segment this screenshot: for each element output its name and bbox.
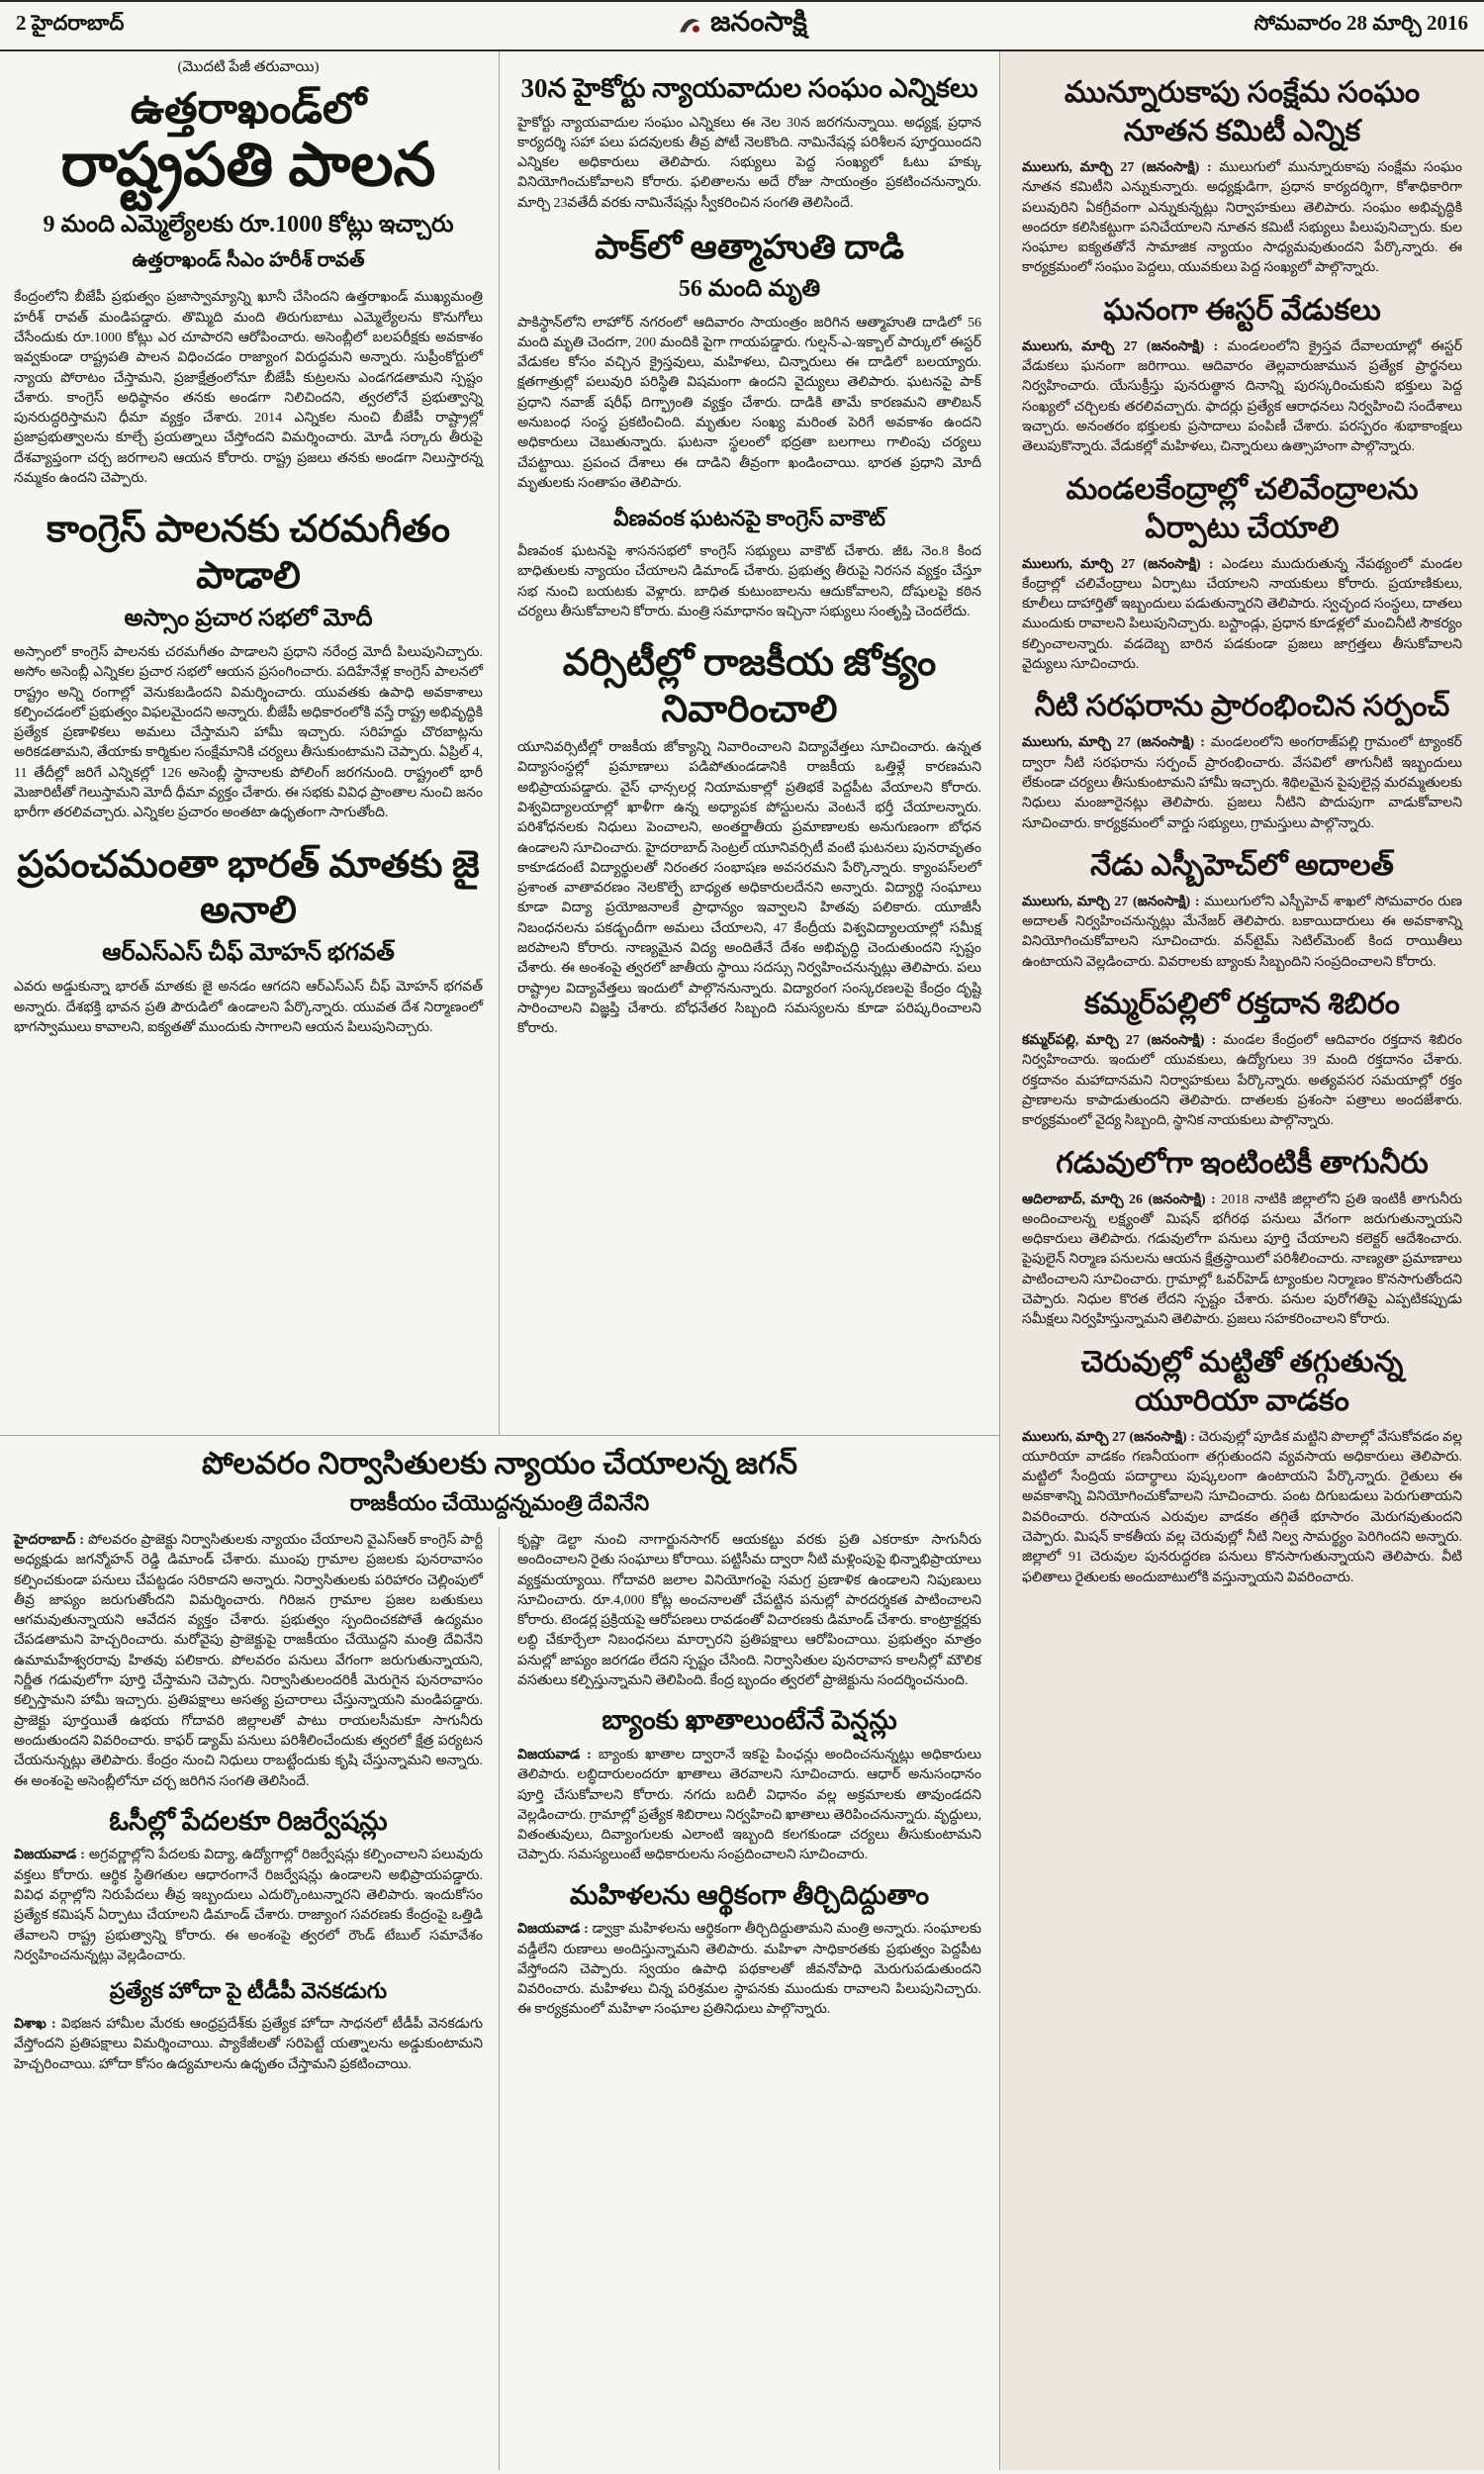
story-bhagwat-headline: ప్రపంచమంతా భారత్ మాతకు జై అనాలి [17, 843, 480, 932]
story-reservations-dateline: విజయవాడ : [14, 1848, 85, 1863]
story-varsity-headline: వర్సిటీల్లో రాజకీయ జోక్యం నివారించాలి [562, 642, 937, 730]
left-region [0, 51, 999, 2470]
story-blood-camp-body [1022, 1031, 1462, 1131]
story-uttarakhand-subhead: 9 మంది ఎమ్మెల్యేలకు రూ.1000 కోట్లు ఇచ్చారు [43, 212, 454, 238]
story-women [517, 1878, 981, 2021]
story-polavaram-dateline: హైదరాబాద్ : [14, 1533, 84, 1548]
bottom-columns [0, 1527, 999, 2470]
story-water-kiosks-dateline: ములుగు, మార్చి 27 (జనంసాక్షి) : [1022, 556, 1214, 572]
story-water-supply [1022, 687, 1462, 833]
masthead [0, 0, 1484, 51]
story-munnurukapu [1022, 73, 1462, 279]
story-polavaram-body [14, 1531, 483, 1792]
story-munnurukapu-headline: మున్నూరుకాపు సంక్షేమ సంఘం నూతన కమిటీ ఎన్నిక [1064, 76, 1421, 147]
story-munnurukapu-body-text: ములుగులో మున్నూరుకాపు సంక్షేమ సంఘం నూతన కమిటీని ఎన్నుకున్నారు. అధ్యక్షుడిగా, ప్రధాన కార్యదర్శిగా, కోశాధికారిగా పలువురిని ఏకగ్రీవంగా ఎన్నుకున్నట్లు నిర్వాహకులు తెలిపారు. సంఘం అభివృద్ధికి అందరూ కలిసికట్టుగా పనిచేయాలని నూతన కమిటీ సభ్యులు పిలుపునిచ్చారు. కుల సంఘాల ఐక్యతతోనే సామాజిక న్యాయం సాధ్యమవుతుందని పేర్కొన్నారు. ఈ కార్యక్రమంలో సంఘం పెద్దలు, యువకులు పెద్ద సంఖ్యలో పాల్గొన్నారు. [1022, 160, 1462, 276]
story-tdp-body [14, 2015, 483, 2075]
story-polavaram-continuation: కృష్ణా డెల్టా నుంచి నాగార్జునసాగర్ ఆయకట్టు వరకు ప్రతి ఎకరాకూ సాగునీరు అందించాలని రైతు సంఘాలు కోరాయి. పట్టిసీమ ద్వారా నీటి మళ్లింపుపై భిన్నాభిప్రాయాలు వ్యక్తమయ్యాయి. గోదావరి జలాల వినియోగంపై సమగ్ర ప్రణాళిక ఉండాలని నిపుణులు సూచించారు. రూ.4,000 కోట్ల అంచనాలతో చేపట్టిన పనుల్లో పారదర్శకత పాటించాలని కోరారు. టెండర్ల ప్రక్రియపై ఆరోపణలు రావడంతో విచారణకు డిమాండ్ చేశారు. కాంట్రాక్టర్లకు లబ్ధి చేకూర్చేలా నిబంధనలు మార్చారని ప్రతిపక్షాలు ఆరోపించాయి. ప్రభుత్వం మాత్రం పనుల్లో జాప్యం జరగడం లేదని స్పష్టం చేసింది. నిర్వాసితుల పునరావాస కాలనీల్లో మౌలిక వసతులు కల్పిస్తున్నామని తెలిపింది. కేంద్ర బృందం త్వరలో ప్రాజెక్టును సందర్శించనుంది. [517, 1533, 981, 1689]
story-polavaram-subhead: రాజకీయం చేయొద్దన్నమంత్రి దేవినేని [349, 1490, 650, 1515]
story-hc-elections [517, 71, 981, 214]
story-women-dateline: విజయవాడ : [517, 1922, 589, 1938]
story-uttarakhand-body: కేంద్రంలోని బీజేపీ ప్రభుత్వం ప్రజాస్వామ్యాన్ని ఖూనీ చేసిందని ఉత్తరాఖండ్ ముఖ్యమంత్రి హరీశ్ రావత్ మండిపడ్డారు. తొమ్మిది మంది తిరుగుబాటు ఎమ్మెల్యేలను కొనుగోలు చేసేందుకు రూ.1000 కోట్లు ఎర చూపారని ఆరోపించారు. అసెంబ్లీలో బలపరీక్షకు అవకాశం ఇవ్వకుండా రాష్ట్రపతి పాలన విధించడం రాజ్యాంగ విరుద్ధమని అన్నారు. సుప్రీంకోర్టులో న్యాయ పోరాటం చేస్తామని, ప్రజాక్షేత్రంలోనూ బీజేపీ కుట్రలను ఎండగడతామని స్పష్టం చేశారు. కాంగ్రెస్ అధిష్ఠానం తనకు అండగా నిలిచిందని, త్వరలోనే ప్రభుత్వాన్ని పునరుద్ధరిస్తామని ధీమా వ్యక్తం చేశారు. 2014 ఎన్నికల నుంచి బీజేపీ రాష్ట్రాల్లో ప్రజాప్రభుత్వాలను కూల్చే ప్రయత్నాలు చేస్తోందని విమర్శించారు. మోడీ సర్కారు తీరుపై దేశవ్యాప్తంగా చర్చ జరగాలని ఆయన కోరారు. రాష్ట్ర ప్రజలు తనకు అండగా నిలుస్తారన్న నమ్మకం ఉందని చెప్పారు. [14, 290, 483, 486]
story-blood-camp-body-text: మండల కేంద్రంలో ఆదివారం రక్తదాన శిబిరం నిర్వహించారు. ఇందులో యువకులు, ఉద్యోగులు 39 మంది రక్తదానం చేశారు. రక్తదానం మహాదానమని నిర్వాహకులు పేర్కొన్నారు. అత్యవసర సమయాల్లో రక్తం ప్రాణాలను కాపాడుతుందని తెలిపారు. దాతలకు ప్రశంసా పత్రాలు అందజేశారు. కార్యక్రమంలో వైద్య సిబ్బంది, స్థానిక నాయకులు పాల్గొన్నారు. [1022, 1033, 1463, 1129]
paper-name [677, 7, 807, 45]
story-sbh-adalat-headline: నేడు ఎస్బీహెచ్‌లో అదాలత్ [1090, 848, 1394, 882]
story-reservations [14, 1804, 483, 1966]
story-urea-body [1022, 1428, 1462, 1588]
story-women-body [517, 1920, 981, 2020]
paper-name-text: జనంసాక్షి [710, 7, 807, 38]
story-reservations-body-text: అగ్రవర్ణాల్లోని పేదలకు విద్యా, ఉద్యోగాల్లో రిజర్వేషన్లు కల్పించాలని పలువురు వక్తలు కోరారు. ఆర్థిక స్థితిగతుల ఆధారంగానే రిజర్వేషన్లు ఉండాలని అభిప్రాయపడ్డారు. వివిధ వర్గాల్లోని నిరుపేదలు తీవ్ర ఇబ్బందులు ఎదుర్కొంటున్నారని తెలిపారు. ఇందుకోసం ప్రత్యేక కమిషన్ ఏర్పాటు చేయాలని డిమాండ్ చేశారు. రాజ్యాంగ సవరణకు కేంద్రంపై ఒత్తిడి తేవాలని రాష్ట్ర ప్రభుత్వాన్ని కోరారు. ఈ అంశంపై త్వరలో రౌండ్ టేబుల్ సమావేశం నిర్వహించనున్నట్లు వెల్లడించారు. [14, 1848, 483, 1963]
story-polavaram-headline: పోలవరం నిర్వాసితులకు న్యాయం చేయాలన్న జగన్ [202, 1446, 797, 1480]
story-varsity [517, 640, 981, 1039]
story-water-supply-headline: నీటి సరఫరాను ప్రారంభించిన సర్పంచ్ [1034, 690, 1450, 723]
story-pak-attack-body: పాకిస్థాన్‌లోని లాహోర్ నగరంలో ఆదివారం సాయంత్రం జరిగిన ఆత్మాహుతి దాడిలో 56 మంది మృతి చెందగా, 200 మందికి పైగా గాయపడ్డారు. గుల్షన్-ఎ-ఇక్బాల్ పార్కులో ఈస్టర్ వేడుకల కోసం వచ్చిన క్రైస్తవులు, మహిళలు, చిన్నారులు ఈ దాడిలో బలయ్యారు. క్షతగాత్రుల్లో పలువురి పరిస్థితి విషమంగా ఉందని వైద్యులు తెలిపారు. ఘటనపై పాక్ ప్రధాని నవాజ్ షరీఫ్ దిగ్భ్రాంతి వ్యక్తం చేశారు. దాడికి తామే కారణమని తాలిబన్ అనుబంధ సంస్థ ప్రకటించింది. మృతుల సంఖ్య మరింత పెరిగే అవకాశం ఉందని అధికారులు చెబుతున్నారు. ఘటనా స్థలంలో భద్రతా బలగాలు గాలింపు చర్యలు చేపట్టాయి. ప్రపంచ దేశాలు ఈ దాడిని తీవ్రంగా ఖండించాయి. భారత ప్రధాని మోదీ మృతులకు సంతాపం తెలిపారు. [517, 315, 981, 491]
story-pak-attack-subhead: 56 మంది మృతి [678, 275, 821, 302]
story-bhagwat [14, 842, 483, 1039]
story-urea-headline: చెరువుల్లో మట్టితో తగ్గుతున్న యూరియా వాడకం [1080, 1345, 1404, 1417]
story-uttarakhand-headline-main: రాష్ట్రపతి పాలన [60, 133, 436, 200]
story-pensions-headline: బ్యాంకు ఖాతాలుంటేనే పెన్షన్లు [602, 1705, 897, 1736]
story-tdp-headline: ప్రత్యేక హోదా పై టీడీపీ వెనకడుగు [109, 1978, 388, 2004]
edition-date: సోమవారం 28 మార్చి 2016 [1253, 11, 1468, 35]
story-modi-body: అస్సాంలో కాంగ్రెస్ పాలనకు చరమగీతం పాడాలని ప్రధాని నరేంద్ర మోదీ పిలుపునిచ్చారు. అసోం అసెంబ్లీ ఎన్నికల ప్రచార సభలో ఆయన ప్రసంగించారు. పదిహేనేళ్ల కాంగ్రెస్ పాలనలో రాష్ట్రం అన్ని రంగాల్లో వెనుకబడిందని విమర్శించారు. యువతకు ఉపాధి అవకాశాలు కల్పించడంలో ప్రభుత్వం విఫలమైందని అన్నారు. బీజేపీ అధికారంలోకి వస్తే రాష్ట్ర అభివృద్ధికి ప్రత్యేక ప్రణాళికలు అమలు చేస్తామని హామీ ఇచ్చారు. సరిహద్దు చొరబాట్లను అరికడతామని, తేయాకు కార్మికుల సంక్షేమానికి చర్యలు తీసుకుంటామని చెప్పారు. ఏప్రిల్ 4, 11 తేదీల్లో జరిగే ఎన్నికల్లో 126 అసెంబ్లీ స్థానాలకు పోలింగ్ జరగనుంది. రాష్ట్రంలో భారీ మెజారిటీతో గెలుస్తామని మోదీ ధీమా వ్యక్తం చేశారు. ఈ సభకు వివిధ ప్రాంతాల నుంచి జనం భారీగా తరలివచ్చారు. ఎన్నికల ప్రచారం అంతటా ఉధృతంగా సాగుతోంది. [14, 645, 483, 821]
story-drinking-water-body [1022, 1190, 1462, 1331]
story-sbh-adalat [1022, 846, 1462, 973]
story-water-kiosks [1022, 470, 1462, 676]
story-munnurukapu-body [1022, 158, 1462, 279]
story-easter-body-text: మండలంలోని క్రైస్తవ దేవాలయాల్లో ఈస్టర్ వేడుకలు ఘనంగా జరిగాయి. ఆదివారం తెల్లవారుజామున ప్రత్యేక ప్రార్థనలు నిర్వహించారు. యేసుక్రీస్తు పునరుత్థాన దినాన్ని పురస్కరించుకుని భక్తులు పెద్ద సంఖ్యలో చర్చిలకు తరలివచ్చారు. ఫాదర్లు ప్రత్యేక ఆరాధనలు నిర్వహించి సందేశాలు ఇచ్చారు. అనంతరం భక్తులకు ప్రసాదాలు పంపిణీ చేశారు. పరస్పరం శుభాకాంక్షలు తెలుపుకొన్నారు. వేడుకల్లో మహిళలు, చిన్నారులు ఉత్సాహంగా పాల్గొన్నారు. [1022, 338, 1462, 455]
story-bhagwat-subhead: ఆర్ఎస్ఎస్ చీఫ్ మోహన్ భగవత్ [102, 940, 395, 967]
story-varsity-body: యూనివర్సిటీల్లో రాజకీయ జోక్యాన్ని నివారించాలని విద్యావేత్తలు సూచించారు. ఉన్నత విద్యాసంస్థల్లో ప్రమాణాలు పడిపోతుండడానికి రాజకీయ ఒత్తిళ్లే కారణమని అభిప్రాయపడ్డారు. వైస్ ఛాన్సలర్ల నియామకాల్లో ప్రతిభకే పెద్దపీట వేయాలని కోరారు. విశ్వవిద్యాలయాల్లో ఖాళీగా ఉన్న అధ్యాపక పోస్టులను వెంటనే భర్తీ చేయాలన్నారు. పరిశోధనలకు నిధులు పెంచాలని, అంతర్జాతీయ ప్రమాణాలకు అనుగుణంగా బోధన ఉండాలని సూచించారు. హైదరాబాద్ సెంట్రల్ యూనివర్సిటీ వంటి ఘటనలు పునరావృతం కాకూడదంటే విద్యార్థులతో నిరంతర సంభాషణ అవసరమని పేర్కొన్నారు. క్యాంపస్‌లలో ప్రశాంత వాతావరణం నెలకొల్పే బాధ్యత అధికారులదేనని అన్నారు. విద్యార్థి సంఘాలు కూడా విద్యా ప్రయోజనాలకే ప్రాధాన్యం ఇవ్వాలని హితవు పలికారు. యూజీసీ నిబంధనలను పకడ్బందీగా అమలు చేయాలని, 47 కేంద్రీయ విశ్వవిద్యాలయాల్లో సమీక్ష జరపాలని కోరారు. నాణ్యమైన విద్య అందితేనే దేశం అభివృద్ధి చెందుతుందని స్పష్టం చేశారు. ఈ అంశంపై త్వరలో జాతీయ స్థాయి సదస్సు నిర్వహించనున్నట్లు తెలిపారు. పలు రాష్ట్రాల విద్యావేత్తలు ఇందులో పాల్గొననున్నారు. విద్యారంగ సంస్కరణలపై కేంద్రం దృష్టి సారించాలని విజ్ఞప్తి చేశారు. బోధనేతర సిబ్బంది సమస్యలను కూడా పరిష్కరించాలని కోరారు. [517, 740, 981, 1037]
story-munnurukapu-dateline: ములుగు, మార్చి 27 (జనంసాక్షి) : [1022, 160, 1212, 175]
story-tdp-body-text: విభజన హామీల మేరకు ఆంధ్రప్రదేశ్‌కు ప్రత్యేక హోదా సాధనలో టీడీపీ వెనకడుగు వేస్తోందని ప్రతిపక్షాలు విమర్శించాయి. ప్యాకేజీలతో సరిపెట్టే యత్నాలను అడ్డుకుంటామని హెచ్చరించాయి. హోదా కోసం ఉద్యమాలను ఉధృతం చేస్తామని ప్రకటించాయి. [14, 2017, 483, 2072]
story-uttarakhand [14, 59, 483, 489]
story-walkout-body: వీణవంక ఘటనపై శాసనసభలో కాంగ్రెస్ సభ్యులు వాకౌట్ చేశారు. జీఓ నెం.8 కింద బాధితులకు న్యాయం చేయాలని డిమాండ్ చేశారు. ప్రభుత్వ తీరుపై నిరసన వ్యక్తం చేస్తూ సభ నుంచి బయటకు వెళ్లారు. బాధిత కుటుంబాలను ఆదుకోవాలని, దోషులపై కఠిన చర్యలు తీసుకోవాలని కోరారు. మంత్రి సమాధానం ఇచ్చినా సభ్యులు సంతృప్తి చెందలేదు. [517, 544, 981, 620]
story-pensions-body-text: బ్యాంకు ఖాతాల ద్వారానే ఇకపై పింఛన్లు అందించనున్నట్లు అధికారులు తెలిపారు. లబ్ధిదారులందరూ ఖాతాలు తెరవాలని సూచించారు. ఆధార్ అనుసంధానం పూర్తి చేసుకోవాలని కోరారు. నగదు బదిలీ విధానం వల్ల అక్రమాలకు తావుండదని వెల్లడించారు. గ్రామాల్లో ప్రత్యేక శిబిరాలు నిర్వహించి ఖాతాలు తెరిపించనున్నారు. వృద్ధులు, వితంతువులు, దివ్యాంగులకు ఎలాంటి ఇబ్బంది కలగకుండా చర్యలు తీసుకుంటామని చెప్పారు. సమస్యలుంటే అధికారులను సంప్రదించాలని సూచించారు. [517, 1747, 982, 1863]
bottom-column-middle [500, 1527, 999, 2470]
story-water-kiosks-body [1022, 555, 1462, 676]
story-modi-headline: కాంగ్రెస్ పాలనకు చరమగీతం పాడాలి [46, 509, 450, 597]
story-pensions-body [517, 1746, 981, 1866]
page-body [0, 51, 1484, 2470]
story-easter-body [1022, 337, 1462, 458]
story-hc-elections-body: హైకోర్టు న్యాయవాదుల సంఘం ఎన్నికలు ఈ నెల 30న జరగనున్నాయి. అధ్యక్ష, ప్రధాన కార్యదర్శి సహా పలు పదవులకు తీవ్ర పోటీ నెలకొంది. నామినేషన్ల పరిశీలన పూర్తయిందని ఎన్నికల అధికారులు తెలిపారు. సభ్యులు పెద్ద సంఖ్యలో ఓటు హక్కు వినియోగించుకోవాలని కోరారు. ఫలితాలను అదే రోజు సాయంత్రం ప్రకటించనున్నారు. మార్చి 23వతేదీ వరకు నామినేషన్లు స్వీకరించిన సంగతి తెలిసిందే. [517, 115, 981, 211]
story-sbh-adalat-dateline: ములుగు, మార్చి 27 (జనంసాక్షి) : [1022, 894, 1200, 909]
district-news-column [999, 51, 1484, 2470]
story-easter-headline: ఘనంగా ఈస్టర్ వేడుకలు [1103, 293, 1381, 327]
story-urea-body-text: చెరువుల్లో పూడిక మట్టిని పొలాల్లో వేసుకోవడం వల్ల యూరియా వాడకం గణనీయంగా తగ్గుతుందని వ్యవసాయ అధికారులు తెలిపారు. మట్టిలో సేంద్రియ పదార్థాలు పుష్కలంగా ఉంటాయని పేర్కొన్నారు. రైతులు ఈ అవకాశాన్ని వినియోగించుకోవాలని సూచించారు. పంట దిగుబడులు పెరుగుతాయని వివరించారు. రసాయన ఎరువుల వాడకం తగ్గితే భూసారం మెరుగవుతుందని చెప్పారు. మిషన్ కాకతీయ వల్ల చెరువుల్లో నీటి నిల్వ సామర్థ్యం పెరిగిందని అన్నారు. జిల్లాలో 91 చెరువుల పునరుద్ధరణ పనులు కొనసాగుతున్నాయని తెలిపారు. వీటి ఫలితాలు రైతులకు అందుబాటులోకి వస్తున్నాయని వివరించారు. [1022, 1429, 1462, 1585]
story-women-headline: మహిళలను ఆర్థికంగా తీర్చిదిద్దుతాం [569, 1879, 930, 1910]
story-women-body-text: డ్వాక్రా మహిళలను ఆర్థికంగా తీర్చిదిద్దుతామని మంత్రి అన్నారు. సంఘాలకు వడ్డీలేని రుణాలు అందిస్తున్నామని తెలిపారు. మహిళా సాధికారతకు ప్రభుత్వం పెద్దపీట వేస్తోందని చెప్పారు. స్వయం ఉపాధి పథకాలతో జీవనోపాధి మెరుగుపడుతుందని వివరించారు. మహిళలు చిన్న పరిశ్రమల స్థాపనకు ముందుకు రావాలని పిలుపునిచ్చారు. ఈ కార్యక్రమంలో మహిళా సంఘాల ప్రతినిధులు పాల్గొన్నారు. [517, 1922, 981, 2018]
story-pak-attack [517, 228, 981, 622]
story-water-kiosks-body-text: ఎండలు ముదురుతున్న నేపథ్యంలో మండల కేంద్రాల్లో చలివేంద్రాలు ఏర్పాటు చేయాలని నాయకులు కోరారు. ప్రయాణికులు, కూలీలు దాహార్తితో ఇబ్బందులు పడుతున్నారని తెలిపారు. స్వచ్ఛంద సంస్థలు, దాతలు ముందుకు రావాలని పిలుపునిచ్చారు. బస్టాండ్లు, ప్రధాన కూడళ్లలో మంచినీటి సౌకర్యం కల్పించాలన్నారు. వడదెబ్బ బారిన పడకుండా ప్రజలు జాగ్రత్తలు తీసుకోవాలని వైద్యులు సూచించారు. [1022, 556, 1462, 673]
story-bhagwat-body: ఎవరు అడ్డుకున్నా భారత్ మాతకు జై అనడం ఆగదని ఆర్ఎస్ఎస్ చీఫ్ మోహన్ భగవత్ అన్నారు. దేశభక్తి భావన ప్రతి పౌరుడిలో ఉండాలని పేర్కొన్నారు. యువత దేశ నిర్మాణంలో భాగస్వాములు కావాలని, ఐక్యతతో ముందుకు సాగాలని ఆయన పిలుపునిచ్చారు. [14, 980, 483, 1035]
story-urea-dateline: ములుగు, మార్చి 27 (జనంసాక్షి) : [1022, 1429, 1195, 1445]
story-pensions [517, 1703, 981, 1865]
story-blood-camp-dateline: కమ్మర్‌పల్లి, మార్చి 27 (జనంసాక్షి) : [1022, 1033, 1217, 1049]
story-water-supply-body [1022, 733, 1462, 833]
bottom-column-left [0, 1527, 500, 2470]
story-drinking-water-body-text: 2018 నాటికి జిల్లాలోని ప్రతి ఇంటికీ తాగునీరు అందించాలన్న లక్ష్యంతో మిషన్ భగీరథ పనులు వేగంగా జరుగుతున్నాయని అధికారులు తెలిపారు. గడువులోగా పనులు పూర్తి చేయాలని కలెక్టర్ ఆదేశించారు. పైపులైన్ నిర్మాణ పనులను ఆయన క్షేత్రస్థాయిలో పరిశీలించారు. నాణ్యతా ప్రమాణాలు పాటించాలని సూచించారు. గ్రామాల్లో ఓవర్‌హెడ్ ట్యాంకుల నిర్మాణం కొనసాగుతోందని చెప్పారు. నిధుల కొరత లేదని స్పష్టం చేశారు. పనుల పురోగతిపై ఎప్పటికప్పుడు సమీక్షలు నిర్వహిస్తున్నామని తెలిపారు. ప్రజలు సహకరించాలని కోరారు. [1022, 1191, 1462, 1328]
story-easter-dateline: ములుగు, మార్చి 27 (జనంసాక్షి) : [1022, 338, 1219, 354]
story-reservations-headline: ఓసీల్లో పేదలకూ రిజర్వేషన్లు [109, 1805, 388, 1836]
story-polavaram-body-text: పోలవరం ప్రాజెక్టు నిర్వాసితులకు న్యాయం చేయాలని వైఎస్ఆర్ కాంగ్రెస్ పార్టీ అధ్యక్షుడు జగన్మోహన్ రెడ్డి డిమాండ్ చేశారు. ముంపు గ్రామాల ప్రజలకు పునరావాసం కల్పించకుండా పనులు చేపట్టడం సరికాదని అన్నారు. నిర్వాసితులకు పరిహారం చెల్లింపులో తీవ్ర జాప్యం జరుగుతోందని విమర్శించారు. గిరిజన గ్రామాల ప్రజల బతుకులు ఆగమవుతున్నాయని ఆవేదన వ్యక్తం చేశారు. ప్రభుత్వం స్పందించకపోతే ఉద్యమం చేపడతామని హెచ్చరించారు. మరోవైపు ప్రాజెక్టుపై రాజకీయం చేయొద్దని మంత్రి దేవినేని ఉమామహేశ్వరరావు హితవు పలికారు. పోలవరం పనులు వేగంగా జరుగుతున్నాయని, నిర్ణీత గడువులోగా పూర్తి చేస్తామని చెప్పారు. నిర్వాసితులందరికీ మెరుగైన పునరావాసం కల్పిస్తామని హామీ ఇచ్చారు. ప్రతిపక్షాలు అసత్య ప్రచారాలు చేస్తున్నాయని మండిపడ్డారు. ప్రాజెక్టు పూర్తయితే ఉభయ గోదావరి జిల్లాలతో పాటు రాయలసీమకూ సాగునీరు అందుతుందని వివరించారు. కాఫర్ డ్యామ్ పనులు పరిశీలించేందుకు త్వరలో క్షేత్ర పర్యటన చేయనున్నట్లు తెలిపారు. కేంద్రం నుంచి నిధులు రాబట్టేందుకు కృషి చేస్తున్నామని అన్నారు. ఈ అంశంపై అసెంబ్లీలోనూ చర్చ జరిగిన సంగతి తెలిసిందే. [14, 1533, 483, 1789]
story-hc-elections-headline: 30న హైకోర్టు న్యాయవాదుల సంఘం ఎన్నికలు [520, 73, 978, 103]
story-drinking-water [1022, 1144, 1462, 1331]
story-water-supply-dateline: ములుగు, మార్చి 27 (జనంసాక్షి) : [1022, 735, 1205, 751]
story-drinking-water-headline: గడువులోగా ఇంటింటికీ తాగునీరు [1056, 1146, 1429, 1180]
story-pak-attack-headline: పాక్‌లో ఆత్మాహుతి దాడి [595, 230, 904, 267]
story-water-kiosks-headline: మండలకేంద్రాల్లో చలివేంద్రాలను ఏర్పాటు చేయాలి [1066, 472, 1419, 544]
story-modi-subhead: అస్సాం ప్రచార సభలో మోదీ [124, 606, 373, 631]
paper-logo-icon [677, 13, 702, 39]
story-blood-camp-headline: కమ్మర్‌పల్లిలో రక్తదాన శిబిరం [1084, 988, 1400, 1021]
bottom-region [0, 1435, 999, 2470]
column-middle [500, 51, 999, 1435]
story-urea [1022, 1343, 1462, 1588]
story-tdp [14, 1978, 483, 2075]
story-easter [1022, 291, 1462, 458]
story-uttarakhand-byline: ఉత్తరాఖండ్ సీఎం హరీశ్ రావత్ [132, 249, 365, 272]
story-pensions-dateline: విజయవాడ : [517, 1747, 592, 1762]
story-walkout-crosshead: వీణవంక ఘటనపై కాంగ్రెస్ వాకౌట్ [613, 506, 885, 531]
story-reservations-body [14, 1846, 483, 1966]
story-sbh-adalat-body [1022, 893, 1462, 973]
continued-note: (మొదటి పేజీ తరువాయి) [177, 59, 320, 75]
story-modi-assam [14, 507, 483, 823]
story-sbh-adalat-body-text: ములుగులోని ఎస్బీహెచ్ శాఖలో సోమవారం రుణ అదాలత్ నిర్వహించనున్నట్లు మేనేజర్ తెలిపారు. బకాయిదారులు ఈ అవకాశాన్ని వినియోగించుకోవాలని సూచించారు. వన్‌టైమ్ సెటిల్‌మెంట్ కింద రాయితీలు ఉంటాయని వెల్లడించారు. వివరాలకు బ్యాంకు సిబ్బందిని సంప్రదించాలని కోరారు. [1022, 894, 1462, 970]
column-left [0, 51, 500, 1435]
upper-columns [0, 51, 999, 1435]
story-blood-camp [1022, 985, 1462, 1131]
story-tdp-dateline: విశాఖ : [14, 2017, 56, 2033]
story-water-supply-body-text: మండలంలోని అంగరాజ్‌పల్లి గ్రామంలో ట్యాంకర్ ద్వారా నీటి సరఫరాను సర్పంచ్ ప్రారంభించారు. వేసవిలో తాగునీటి ఇబ్బందులు లేకుండా చర్యలు తీసుకుంటామని హామీ ఇచ్చారు. శిథిలమైన పైపులైన్ల మరమ్మతులకు నిధులు మంజూరైనట్లు తెలిపారు. ప్రజలు నీటిని పొదుపుగా వాడుకోవాలని సూచించారు. కార్యక్రమంలో వార్డు సభ్యులు, గ్రామస్తులు పాల్గొన్నారు. [1022, 735, 1462, 831]
story-uttarakhand-headline-top: ఉత్తరాఖండ్‌లో [130, 86, 367, 133]
story-drinking-water-dateline: ఆదిలాబాద్, మార్చి 26 (జనంసాక్షి) : [1022, 1191, 1216, 1207]
page-number-city: 2 హైదరాబాద్ [16, 11, 125, 35]
